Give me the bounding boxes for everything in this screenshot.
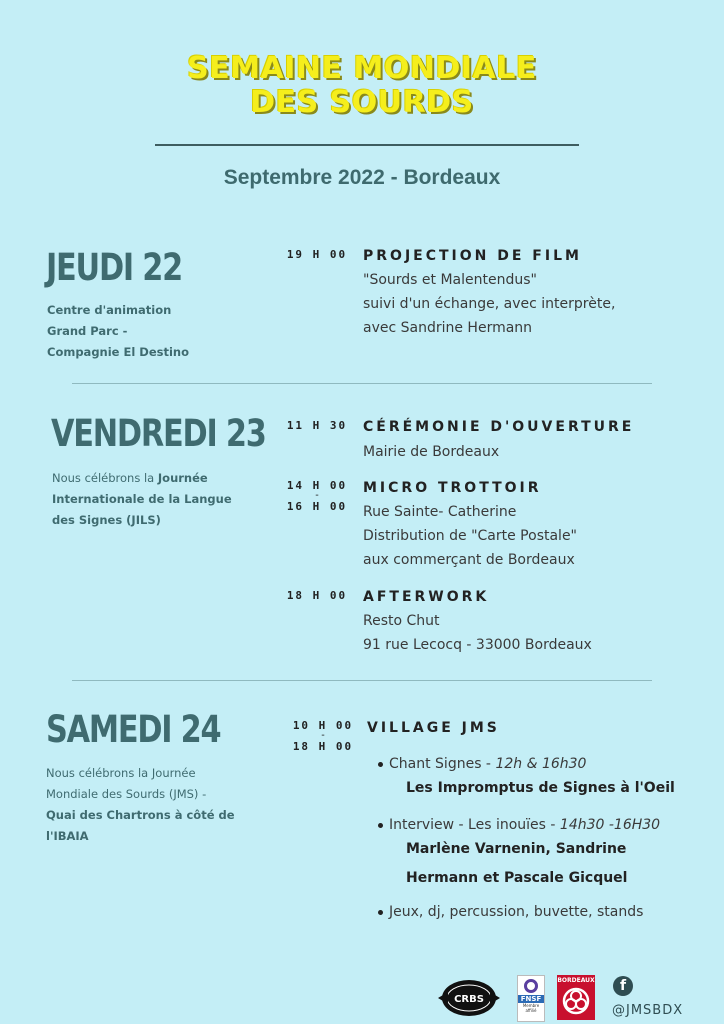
poster-title <box>0 52 724 120</box>
event-title: MICRO TROTTOIR <box>363 480 542 496</box>
crbs-logo <box>436 976 502 1020</box>
logo-subtext: Membre affilié <box>522 1003 540 1013</box>
desc-bold: l'IBAIA <box>46 829 89 843</box>
desc-line: Centre d'animation <box>47 303 172 317</box>
detail-line: Mairie de Bordeaux <box>363 444 500 460</box>
event-details <box>363 268 615 340</box>
day-heading-friday: VENDREDI 23 <box>51 412 266 455</box>
event-title: CÉRÉMONIE D'OUVERTURE <box>363 419 635 435</box>
bullet-icon <box>378 762 383 767</box>
time-separator: - <box>313 490 321 501</box>
event-title: AFTERWORK <box>363 589 490 605</box>
bullet-text: Jeux, dj, percussion, buvette, stands <box>389 904 644 920</box>
section-divider <box>72 383 652 384</box>
subtitle: Septembre 2022 - Bordeaux <box>223 166 501 189</box>
event-time-range <box>292 719 354 753</box>
desc-bold: Quai des Chartrons à côté de <box>46 808 235 822</box>
desc-line: Compagnie El Destino <box>47 345 189 359</box>
friday-description <box>52 468 232 531</box>
desc-line: Nous célébrons la Journée <box>46 766 196 780</box>
event-details <box>363 609 592 657</box>
desc-plain: Nous célébrons la <box>52 471 158 485</box>
bullet-time: 14h30 -16H30 <box>559 817 661 833</box>
event-details <box>363 440 499 464</box>
event-title: PROJECTION DE FILM <box>363 248 582 264</box>
bordeaux-logo <box>557 975 595 1020</box>
day-heading-thursday: JEUDI 22 <box>46 246 183 289</box>
time-separator: - <box>319 730 327 741</box>
day-heading-saturday: SAMEDI 24 <box>46 708 221 751</box>
time-end: 16 H 00 <box>286 500 348 513</box>
list-item <box>378 754 586 774</box>
detail-line: suivi d'un échange, avec interprète, <box>363 296 616 312</box>
detail-line: aux commerçant de Bordeaux <box>363 552 575 568</box>
event-time-range <box>286 479 348 513</box>
event-details <box>363 500 577 572</box>
fnsf-emblem-icon <box>524 979 538 993</box>
performer-line: Les Impromptus de Signes à l'Oeil <box>406 780 675 796</box>
event-title: VILLAGE JMS <box>367 720 500 736</box>
detail-line: "Sourds et Malentendus" <box>363 272 537 288</box>
facebook-icon[interactable]: f <box>613 976 633 996</box>
saturday-description <box>46 763 235 847</box>
time-end: 18 H 00 <box>292 740 354 753</box>
bordeaux-emblem-icon <box>557 984 595 1018</box>
title-line-2: DES SOURDS <box>250 85 474 120</box>
logo-text: BORDEAUX <box>557 977 595 984</box>
desc-bold: des Signes (JILS) <box>52 513 161 527</box>
detail-line: 91 rue Lecocq - 33000 Bordeaux <box>363 637 592 653</box>
desc-bold: Journée <box>157 471 208 485</box>
detail-line: Resto Chut <box>363 613 440 629</box>
event-time: 19 H 00 <box>286 248 348 261</box>
logo-text: FNSF <box>518 995 544 1003</box>
fnsf-logo <box>517 975 545 1022</box>
list-item <box>378 815 660 835</box>
bullet-icon <box>378 910 383 915</box>
desc-bold: Internationale de la Langue <box>52 492 232 506</box>
event-time: 11 H 30 <box>286 419 348 432</box>
event-time: 18 H 00 <box>286 589 348 602</box>
bullet-icon <box>378 823 383 828</box>
detail-line: avec Sandrine Hermann <box>363 320 533 336</box>
bullet-text: Interview - Les inouïes - <box>389 817 560 833</box>
performer-line: Hermann et Pascale Gicquel <box>406 870 628 886</box>
bullet-performer <box>406 835 627 893</box>
title-line-1: SEMAINE MONDIALE <box>187 51 537 86</box>
list-item <box>378 902 643 922</box>
performer-line: Marlène Varnenin, Sandrine <box>406 841 627 857</box>
detail-line: Distribution de "Carte Postale" <box>363 528 577 544</box>
section-divider <box>72 680 652 681</box>
social-handle[interactable]: @JMSBDX <box>612 1003 684 1018</box>
logo-text: CRBS <box>454 994 484 1005</box>
bullet-performer <box>406 774 675 803</box>
time-start: 14 H 00 <box>286 479 348 492</box>
desc-line: Grand Parc - <box>47 324 128 338</box>
desc-line: Mondiale des Sourds (JMS) - <box>46 787 207 801</box>
detail-line: Rue Sainte- Catherine <box>363 504 517 520</box>
time-start: 10 H 00 <box>292 719 354 732</box>
bullet-text: Chant Signes - <box>389 756 496 772</box>
title-divider <box>155 144 579 146</box>
bullet-time: 12h & 16h30 <box>495 756 587 772</box>
thursday-location <box>47 300 189 363</box>
